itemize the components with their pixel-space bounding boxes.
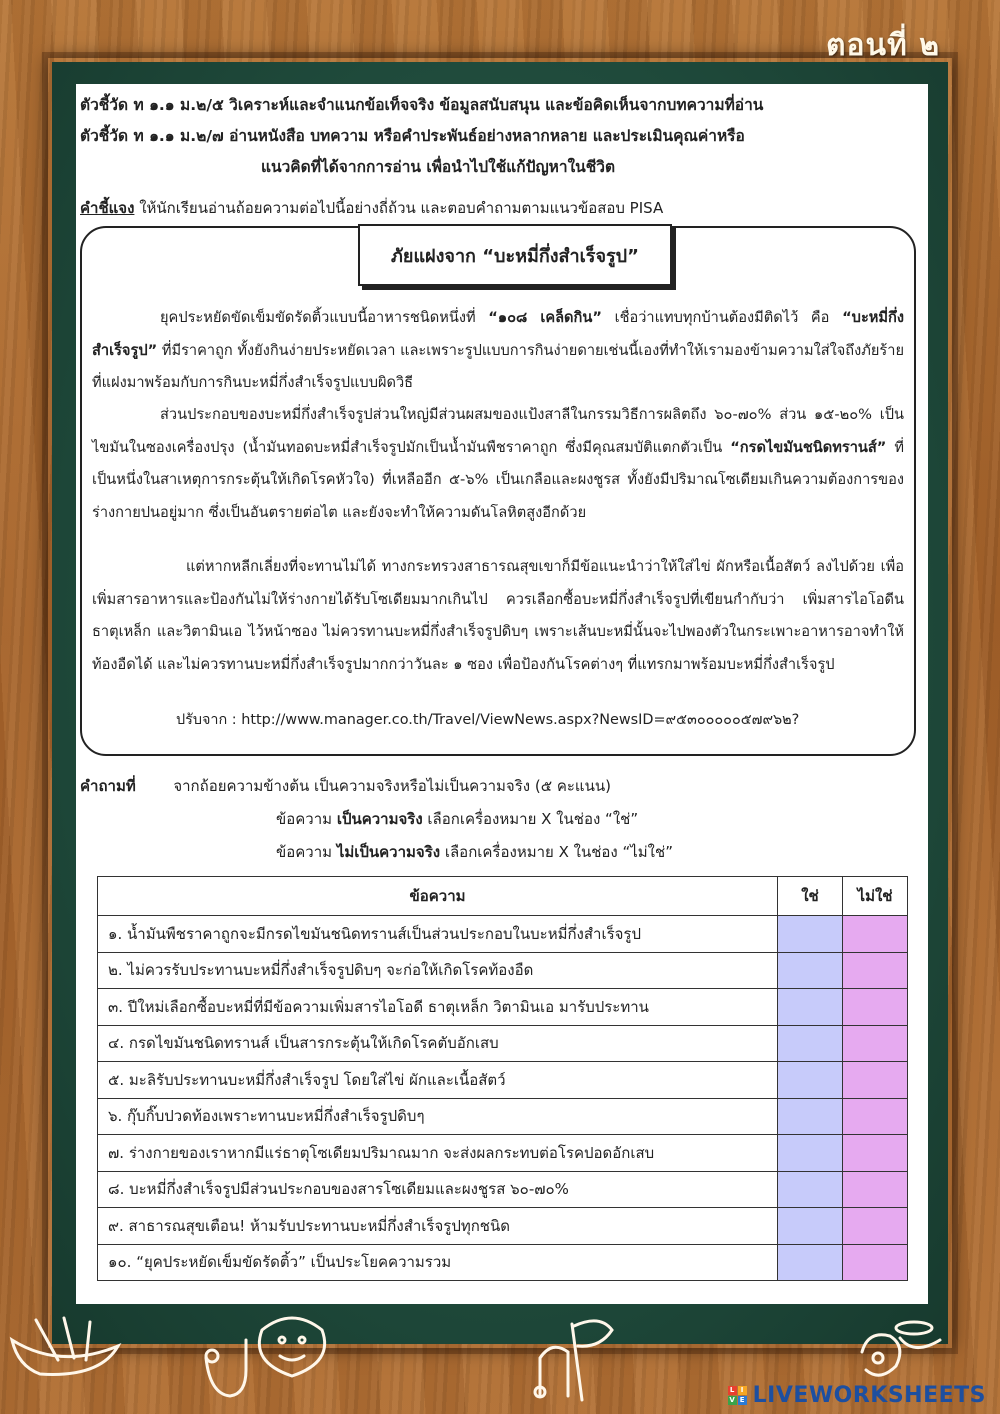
statement-cell: ๔. กรดไขมันชนิดทรานส์ เป็นสารกระตุ้นให้เกิดโรคตับอักเสบ	[98, 1025, 778, 1062]
article-paragraph-2: ส่วนประกอบของบะหมี่กึ่งสำเร็จรูปส่วนใหญ่มีส่วนผสมของแป้งสาลีในกรรมวิธีการผลิตถึง ๖๐-๗๐% ส่วน ๑๕-๒๐% เป็นไขมันในซองเครื่องปรุง (น้ำมันทอดบะหมี่สำเร็จรูปมักเป็นน้ำมันพืชราคาถูก ซึ่งมีคุณสมบัติแตกตัวเป็น “กรดไขมันชนิดทรานส์” ที่เป็นหนึ่งในสาเหตุการกระตุ้นให้เกิดโรคหัวใจ) ที่เหลืออีก ๕-๖% เป็นเกลือและผงชูรส ทั้งยังมีปริมาณโซเดียมเกินความต้องการของร่างกายปนอยู่มาก ซึ่งเป็นอันตรายต่อไต และยังจะทำให้ความดันโลหิตสูงอีกด้วย	[92, 406, 904, 521]
article-paragraph-3: แต่หากหลีกเลี่ยงที่จะทานไม่ได้ ทางกระทรวงสาธารณสุขเขาก็มีข้อแนะนำว่าให้ใส่ไข่ ผักหรือเนื้อสัตว์ ลงไปด้วย เพื่อเพิ่มสารอาหารและป้องกันไม่ให้ร่างกายได้รับโซเดียมมากเกินไป ควรเลือกซื้อบะหมี่กึ่งสำเร็จรูปที่เขียนกำกับว่า เพิ่มสารไอโอดีน ธาตุเหล็ก และวิตามินเอ ไว้หน้าซอง ไม่ควรทานบะหมี่กึ่งสำเร็จรูปดิบๆ เพราะเส้นบะหมี่นั้นจะไปพองตัวในกระเพาะอาหารอาจทำให้ท้องอืดได้ และไม่ควรทานบะหมี่กึ่งสำเร็จรูปมากกว่าวันละ ๑ ซอง เพื่อป้องกันโรคต่างๆ ที่แทรกมาพร้อมบะหมี่กึ่งสำเร็จรูป	[92, 558, 904, 673]
face-doodle-icon	[259, 1318, 324, 1376]
liveworksheets-logo-icon: L I V E	[728, 1386, 747, 1405]
table-row	[98, 952, 908, 989]
thai-letter-po-doodle-icon	[206, 1340, 246, 1396]
answer-yes-cell[interactable]	[778, 989, 843, 1026]
answer-yes-cell[interactable]	[778, 1062, 843, 1099]
table-row	[98, 916, 908, 953]
answer-yes-cell[interactable]	[778, 1171, 843, 1208]
answer-yes-cell[interactable]	[778, 916, 843, 953]
answer-yes-cell[interactable]	[778, 1135, 843, 1172]
answer-no-cell[interactable]	[843, 989, 908, 1026]
statement-cell: ๖. กุ๊บกิ๊บปวดท้องเพราะทานบะหมี่กึ่งสำเร็จรูปดิบๆ	[98, 1098, 778, 1135]
table-row	[98, 989, 908, 1026]
question-heading	[80, 774, 611, 798]
statement-cell: ๒. ไม่ควรรับประทานบะหมี่กึ่งสำเร็จรูปดิบๆ จะก่อให้เกิดโรคท้องอืด	[98, 952, 778, 989]
bowl-doodle-icon	[896, 1322, 940, 1348]
article-paragraph-1: ยุคประหยัดขัดเข็มขัดรัดติ้วแบบนี้อาหารชนิดหนึ่งที่ “๑๐๘ เคล็ดกิน” เชื่อว่าแทบทุกบ้านต้องมีติดไว้ คือ “บะหมี่กึ่งสำเร็จรูป” ที่มีราคาถูก ทั้งยังกินง่ายประหยัดเวลา และเพราะรูปแบบการกินง่ายดายเช่นนี้เองที่ทำให้เรามองข้ามความใส่ใจถึงภัยร้ายที่แฝงมาพร้อมกับการกินบะหมี่กึ่งสำเร็จรูปแบบผิดวิธี	[92, 309, 904, 391]
part-label: ตอนที่ ๒	[825, 28, 940, 63]
statement-cell: ๓. ปีใหม่เลือกซื้อบะหมี่ที่มีข้อความเพิ่มสารไอโอดี ธาตุเหล็ก วิตามินเอ มารับประทาน	[98, 989, 778, 1026]
instruction-text: ให้นักเรียนอ่านถ้อยความต่อไปนี้อย่างถี่ถ้วน และตอบคำถามตามแนวข้อสอบ PISA	[134, 199, 664, 217]
statement-cell: ๕. มะลิรับประทานบะหมี่กึ่งสำเร็จรูป โดยใส่ไข่ ผักและเนื้อสัตว์	[98, 1062, 778, 1099]
rule-true: ข้อความ เป็นความจริง เลือกเครื่องหมาย X ในช่อง “ใช่”	[276, 810, 639, 828]
header-statement: ข้อความ	[98, 877, 778, 916]
answer-no-cell[interactable]	[843, 1098, 908, 1135]
brand-watermark	[728, 1383, 986, 1408]
answer-no-cell[interactable]	[843, 1208, 908, 1245]
answer-no-cell[interactable]	[843, 916, 908, 953]
article-source: ปรับจาก : http://www.manager.co.th/Travel/ViewNews.aspx?NewsID=๙๕๓๐๐๐๐๐๕๗๙๖๒?	[176, 712, 800, 728]
table-row	[98, 1171, 908, 1208]
brand-name: LIVEWORKSHEETS	[752, 1383, 986, 1408]
article-title: ภัยแฝงจาก “บะหมี่กึ่งสำเร็จรูป”	[358, 224, 672, 286]
statement-cell: ๑. น้ำมันพืชราคาถูกจะมีกรดไขมันชนิดทรานส์เป็นส่วนประกอบในบะหมี่กึ่งสำเร็จรูป	[98, 916, 778, 953]
answer-no-cell[interactable]	[843, 952, 908, 989]
boat-doodle-icon	[12, 1318, 118, 1374]
answer-yes-cell[interactable]	[778, 1025, 843, 1062]
table-row	[98, 1025, 908, 1062]
true-false-table	[97, 876, 908, 1281]
answer-yes-cell[interactable]	[778, 1098, 843, 1135]
indicator-2-cont: แนวคิดที่ได้จากการอ่าน เพื่อนำไปใช้แก้ปัญหาในชีวิต	[261, 158, 616, 176]
indicator-2: ตัวชี้วัด ท ๑.๑ ม.๒/๗ อ่านหนังสือ บทความ หรือคำประพันธ์อย่างหลากหลาย และประเมินคุณค่าหรือ	[80, 127, 745, 145]
statement-cell: ๙. สาธารณสุขเตือน! ห้ามรับประทานบะหมี่กึ่งสำเร็จรูปทุกชนิด	[98, 1208, 778, 1245]
answer-yes-cell[interactable]	[778, 1208, 843, 1245]
header-yes: ใช่	[778, 877, 843, 916]
table-row	[98, 1244, 908, 1281]
answer-yes-cell[interactable]	[778, 952, 843, 989]
thai-letter-so-doodle-icon	[535, 1347, 568, 1397]
instruction	[80, 196, 663, 220]
answer-no-cell[interactable]	[843, 1244, 908, 1281]
answer-no-cell[interactable]	[843, 1171, 908, 1208]
table-header-row	[98, 877, 908, 916]
question-label: คำถามที่	[80, 777, 136, 795]
statement-cell: ๑๐. “ยุคประหยัดเข็มขัดรัดติ้ว” เป็นประโยคความรวม	[98, 1244, 778, 1281]
answer-no-cell[interactable]	[843, 1025, 908, 1062]
statement-cell: ๘. บะหมี่กึ่งสำเร็จรูปมีส่วนประกอบของสารโซเดียมและผงชูรส ๖๐-๗๐%	[98, 1171, 778, 1208]
question-text: จากถ้อยความข้างต้น เป็นความจริงหรือไม่เป็นความจริง (๕ คะแนน)	[173, 777, 611, 795]
answer-no-cell[interactable]	[843, 1062, 908, 1099]
flag-doodle-icon	[572, 1321, 612, 1400]
table-row	[98, 1062, 908, 1099]
answer-yes-cell[interactable]	[778, 1244, 843, 1281]
indicator-1: ตัวชี้วัด ท ๑.๑ ม.๒/๕ วิเคราะห์และจำแนกข้อเท็จจริง ข้อมูลสนับสนุน และข้อคิดเห็นจากบทความที่อ่าน	[80, 96, 764, 114]
table-row	[98, 1135, 908, 1172]
rule-false: ข้อความ ไม่เป็นความจริง เลือกเครื่องหมาย X ในช่อง “ไม่ใช่”	[276, 843, 673, 861]
thai-letter-jo-doodle-icon	[862, 1335, 900, 1375]
table-row	[98, 1208, 908, 1245]
instruction-label: คำชี้แจง	[80, 199, 135, 217]
answer-no-cell[interactable]	[843, 1135, 908, 1172]
table-row	[98, 1098, 908, 1135]
header-no: ไม่ใช่	[843, 877, 908, 916]
statement-cell: ๗. ร่างกายของเราหากมีแร่ธาตุโซเดียมปริมาณมาก จะส่งผลกระทบต่อโรคปอดอักเสบ	[98, 1135, 778, 1172]
